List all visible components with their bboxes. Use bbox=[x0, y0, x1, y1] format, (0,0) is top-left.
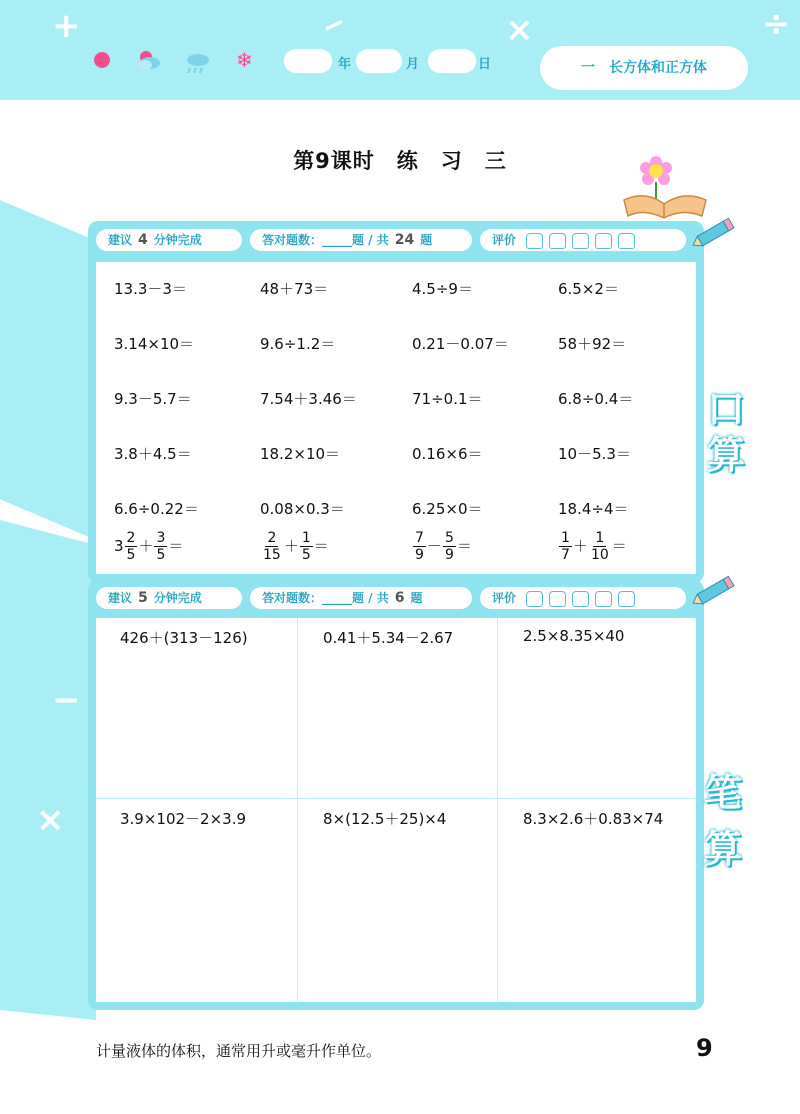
rain-cloud-icon bbox=[187, 54, 209, 73]
oral-problem: 0.21－0.07＝ bbox=[412, 335, 509, 353]
minus-decoration: − bbox=[316, 4, 352, 45]
evaluation-bar bbox=[480, 587, 686, 609]
suggest-minutes: 4 bbox=[138, 232, 148, 248]
eval-label: 评价 bbox=[492, 233, 517, 247]
written-problem: 0.41＋5.34－2.67 bbox=[323, 629, 454, 647]
oral-problem: 9.6÷1.2＝ bbox=[260, 335, 336, 353]
day-field[interactable] bbox=[428, 49, 476, 73]
thumbs-up-icon[interactable] bbox=[572, 233, 589, 249]
oral-problem: 6.6÷0.22＝ bbox=[114, 500, 199, 518]
evaluation-bar bbox=[480, 229, 686, 251]
correct-count-bar bbox=[250, 229, 472, 251]
correct-label: 答对题数：_____题 / 共 bbox=[262, 233, 389, 247]
thumbs-up-icon[interactable] bbox=[549, 591, 566, 607]
sun-icon bbox=[94, 52, 110, 68]
written-problem: 3.9×102－2×3.9 bbox=[120, 810, 247, 828]
pencil-icon bbox=[690, 574, 740, 608]
oral-problem: 7.54＋3.46＝ bbox=[260, 390, 357, 408]
fraction-problem: 3 $\frac{2}{5}$ ＋ $\frac{3}{5}$ ＝ bbox=[114, 530, 184, 563]
thumbs-up-icon[interactable] bbox=[618, 591, 635, 607]
fraction-problem: $\frac{1}{7}$ ＋ $\frac{1}{10}$ ＝ bbox=[561, 530, 627, 563]
total-count: 6 bbox=[394, 590, 405, 606]
oral-problems-panel bbox=[96, 262, 696, 574]
oral-problem: 71÷0.1＝ bbox=[412, 390, 483, 408]
oral-problem: 9.3－5.7＝ bbox=[114, 390, 192, 408]
divide-decoration: ÷ bbox=[762, 4, 791, 44]
suggest-time-bar bbox=[96, 229, 242, 251]
thumbs-up-icon[interactable] bbox=[572, 591, 589, 607]
grid-divider bbox=[297, 618, 298, 1002]
oral-problem: 4.5÷9＝ bbox=[412, 280, 473, 298]
month-field[interactable] bbox=[356, 49, 402, 73]
oral-problem: 6.8÷0.4＝ bbox=[558, 390, 634, 408]
oral-problem: 3.14×10＝ bbox=[114, 335, 195, 353]
suggest-prefix: 建议 bbox=[108, 233, 133, 247]
written-problem: 2.5×8.35×40 bbox=[523, 627, 625, 645]
side-stripe bbox=[0, 200, 96, 540]
suggest-time-bar bbox=[96, 587, 242, 609]
written-problem: 8×(12.5＋25)×4 bbox=[323, 810, 447, 828]
total-suffix: 题 bbox=[420, 233, 433, 247]
thumbs-up-icon[interactable] bbox=[549, 233, 566, 249]
suggest-prefix: 建议 bbox=[108, 591, 133, 605]
oral-problem: 0.08×0.3＝ bbox=[260, 500, 345, 518]
times-decoration: × bbox=[36, 800, 65, 840]
oral-problem: 3.8＋4.5＝ bbox=[114, 445, 192, 463]
correct-label: 答对题数：_____题 / 共 bbox=[262, 591, 389, 605]
oral-problem: 18.4÷4＝ bbox=[558, 500, 629, 518]
total-count: 24 bbox=[394, 232, 415, 248]
times-decoration: × bbox=[505, 10, 534, 50]
suggest-minutes: 5 bbox=[138, 590, 148, 606]
side-char: 算 bbox=[704, 827, 743, 871]
side-char: 口 bbox=[707, 387, 746, 431]
fraction-problem: $\frac{7}{9}$ － $\frac{5}{9}$ ＝ bbox=[415, 530, 472, 563]
oral-problem: 13.3－3＝ bbox=[114, 280, 187, 298]
unit-title: 一 长方体和正方体 bbox=[540, 46, 748, 90]
oral-problem: 58＋92＝ bbox=[558, 335, 627, 353]
oral-problem: 6.25×0＝ bbox=[412, 500, 483, 518]
page-title: 第9课时 练 习 三 bbox=[293, 149, 507, 173]
oral-problem: 18.2×10＝ bbox=[260, 445, 341, 463]
footer-note: 计量液体的体积，通常用升或毫升作单位。 bbox=[96, 1042, 382, 1060]
day-label: 日 bbox=[478, 57, 492, 72]
correct-count-bar bbox=[250, 587, 472, 609]
thumbs-up-icon[interactable] bbox=[595, 591, 612, 607]
side-char: 算 bbox=[707, 433, 746, 477]
book-flower-icon bbox=[620, 154, 710, 222]
snowflake-icon: ❄ bbox=[236, 48, 253, 72]
plus-decoration: + bbox=[52, 6, 81, 46]
page-number: 9 bbox=[696, 1034, 713, 1062]
eval-label: 评价 bbox=[492, 591, 517, 605]
year-label: 年 bbox=[338, 57, 352, 72]
written-problem: 8.3×2.6＋0.83×74 bbox=[523, 810, 664, 828]
minus-decoration: − bbox=[52, 680, 81, 720]
oral-problem: 6.5×2＝ bbox=[558, 280, 619, 298]
month-label: 月 bbox=[406, 57, 420, 72]
thumbs-up-icon[interactable] bbox=[595, 233, 612, 249]
side-char: 笔 bbox=[704, 771, 743, 815]
fraction-problem: $\frac{2}{15}$ ＋ $\frac{1}{5}$ ＝ bbox=[263, 530, 329, 563]
grid-divider bbox=[96, 798, 696, 799]
year-field[interactable] bbox=[284, 49, 332, 73]
oral-problem: 0.16×6＝ bbox=[412, 445, 483, 463]
grid-divider bbox=[497, 618, 498, 1002]
weather-icons bbox=[92, 48, 222, 76]
cloudy-sun-icon bbox=[138, 51, 160, 70]
oral-problem: 48＋73＝ bbox=[260, 280, 329, 298]
oral-problem: 10－5.3＝ bbox=[558, 445, 631, 463]
total-suffix: 题 bbox=[410, 591, 423, 605]
side-stripe bbox=[0, 520, 96, 1020]
pencil-icon bbox=[690, 216, 740, 250]
thumbs-up-icon[interactable] bbox=[526, 233, 543, 249]
thumbs-up-icon[interactable] bbox=[526, 591, 543, 607]
suggest-suffix: 分钟完成 bbox=[153, 233, 202, 247]
suggest-suffix: 分钟完成 bbox=[153, 591, 202, 605]
thumbs-up-icon[interactable] bbox=[618, 233, 635, 249]
written-problem: 426＋(313－126) bbox=[120, 629, 248, 647]
